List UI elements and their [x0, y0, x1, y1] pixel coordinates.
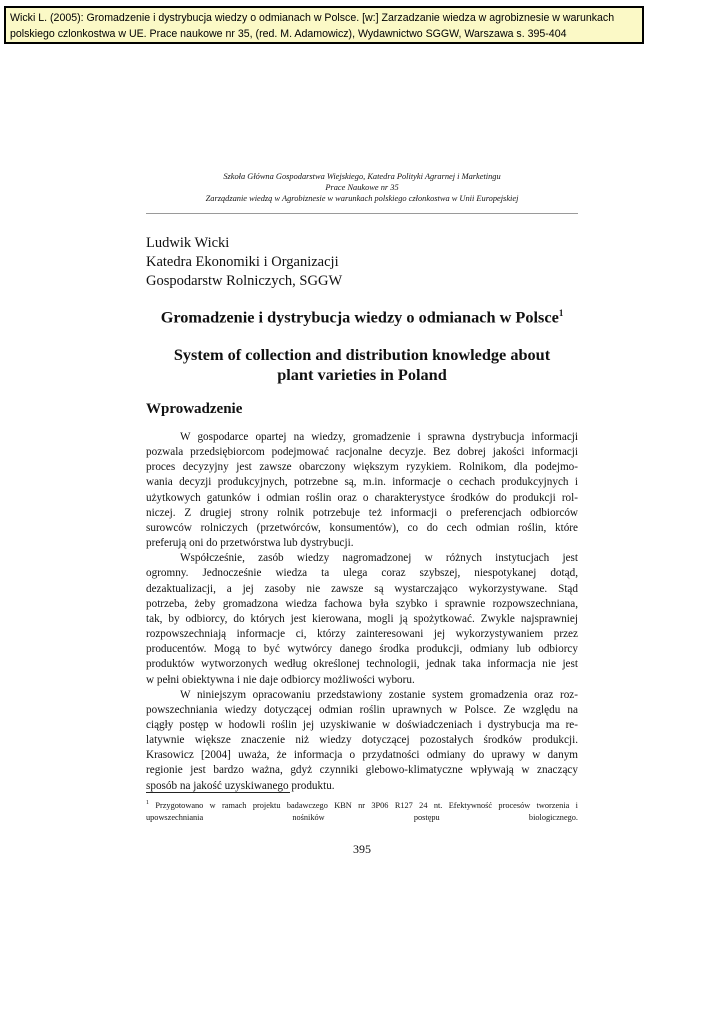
- footnote-mark: 1: [146, 800, 149, 806]
- title-text: Gromadzenie i dystrybucja wiedzy o odmianach w Polsce: [160, 307, 559, 327]
- text-line: dezaktualizacji, a jej zasoby nie zawsze są wystarczająco wykorzystywane. Stąd: [146, 582, 578, 595]
- text-line: W gospodarce opartej na wiedzy, gromadzenie i sprawna dystrybucja informacji: [180, 431, 578, 443]
- running-header: [146, 171, 578, 204]
- text-line: niczej. Z drugiej strony rolnik potrzebuje też informacji o preferencjach odbiorców: [146, 506, 578, 519]
- footnote-line: [146, 797, 578, 812]
- citation-line: polskiego czlonkostwa w UE. Prace naukowe nr 35, (red. M. Adamowicz), Wydawnictwo SGGW, Warszawa s. 395-404: [10, 28, 567, 40]
- text-line: surowców rolniczych (przetwórców, konsumentów), co do cech odmian roślin, które: [146, 521, 578, 534]
- title-en-line: System of collection and distribution knowledge about: [173, 345, 551, 364]
- header-line: Prace Naukowe nr 35: [325, 183, 399, 192]
- footnote: [146, 797, 578, 824]
- citation-box: [4, 6, 644, 44]
- author-affiliation: Gospodarstw Rolniczych, SGGW: [146, 273, 343, 289]
- text-line: preferują oni do przetwórstwa lub dystrybucji.: [146, 537, 354, 550]
- text-line: regionie jest bardzo ważna, gdyż czynniki glebowo-klimatyczne wpływają w znaczący: [146, 764, 578, 777]
- body-text: [146, 430, 578, 794]
- text-line: potrzeba, żeby gromadzona wiedza fachowa była szybko i sprawnie rozpowszechniana,: [146, 597, 578, 610]
- text-line: Krasowicz [2004] uważa, że informacja o przydatności odmiany do uprawy w danym: [146, 749, 578, 762]
- paragraph: [146, 688, 578, 794]
- text-line: ciągły postęp w hodowli roślin jej uzyskiwanie w doświadczeniach i dystrybucja ma re-: [146, 718, 578, 731]
- header-line: Zarządzanie wiedzą w Agrobiznesie w warunkach polskiego członkostwa w Unii Europejskiej: [205, 194, 519, 203]
- text-line: użytkowych gatunków i odmian roślin oraz o charakterystyce środków do produkcji rol-: [146, 491, 578, 504]
- paragraph: [146, 551, 578, 687]
- text-line: powszechniania wiedzy dotyczącej odmian roślin uprawnych w Polsce. Ze względu na: [146, 703, 578, 716]
- text-line: wania decyzji produkcyjnych, potrzebne są, m.in. informacje o cechach produkcyjnych i: [146, 476, 578, 489]
- text-line: rozpowszechniają informacje ci, którzy zainteresowani jej wykorzystywaniem przez: [146, 628, 578, 641]
- footnote-rule: [146, 792, 290, 793]
- text-line: pozwala przedsiębiorcom podejmować racjonalne decyzje. Bez dobrej jakości informacji: [146, 446, 578, 459]
- paragraph: [146, 430, 578, 551]
- section-heading: Wprowadzenie: [146, 401, 243, 417]
- title-en-line: plant varieties in Poland: [277, 365, 447, 384]
- text-line: producentów. Mogą to być wytwórcy danego środka produkcji, odmiany lub odbiorcy: [146, 643, 578, 656]
- text-line: w pełni obiektywna i nie daje odbiorcy możliwości wyboru.: [146, 673, 415, 686]
- paper-title-english: [146, 345, 578, 385]
- author-name: Ludwik Wicki: [146, 235, 230, 251]
- title-footnote-mark: 1: [558, 308, 564, 318]
- citation-line: Wicki L. (2005): Gromadzenie i dystrybucja wiedzy o odmianach w Polsce. [w:] Zarzadzanie wiedza w agrobiznesie w warunkach: [10, 12, 615, 24]
- text-line: produktów wytworzonych według określonej technologii, jednak taka informacja nie jest: [146, 658, 578, 671]
- author-affiliation: Katedra Ekonomiki i Organizacji: [146, 254, 339, 270]
- text-line: proces decyzyjny jest zawsze obarczony większym ryzykiem. Rolnikom, dla podejmo-: [146, 461, 578, 474]
- author-block: [146, 234, 578, 291]
- text-line: W niniejszym opracowaniu przedstawiony zostanie system gromadzenia oraz roz-: [180, 688, 578, 701]
- text-line: latywnie większe znaczenie niż wiedzy dotyczącej pozostałych środków produkcji.: [146, 734, 578, 747]
- page-number: 395: [353, 842, 371, 856]
- footnote-text: Przygotowano w ramach projektu badawczego KBN nr 3P06 R127 24 nt. Efektywność procesów tworzenia i: [155, 800, 578, 810]
- footnote-line: upowszechniania nośników postępu biologicznego.: [146, 812, 578, 822]
- header-line: Szkoła Główna Gospodarstwa Wiejskiego, Katedra Polityki Agrarnej i Marketingu: [223, 172, 501, 181]
- text-line: Współcześnie, zasób wiedzy nagromadzonej w różnych instytucjach jest: [180, 552, 578, 565]
- header-rule: [146, 213, 578, 214]
- text-line: sposób na jakość uzyskiwanego produktu.: [146, 779, 335, 792]
- text-line: ogromny. Jednocześnie wiedza ta ulega coraz szybszej, niespotykanej dotąd,: [146, 567, 578, 580]
- paper-title: [146, 303, 578, 327]
- text-line: tak, by odbiorcy, do których jest kierowana, mogli ją spożytkować. Zwykle najsprawniej: [146, 612, 578, 625]
